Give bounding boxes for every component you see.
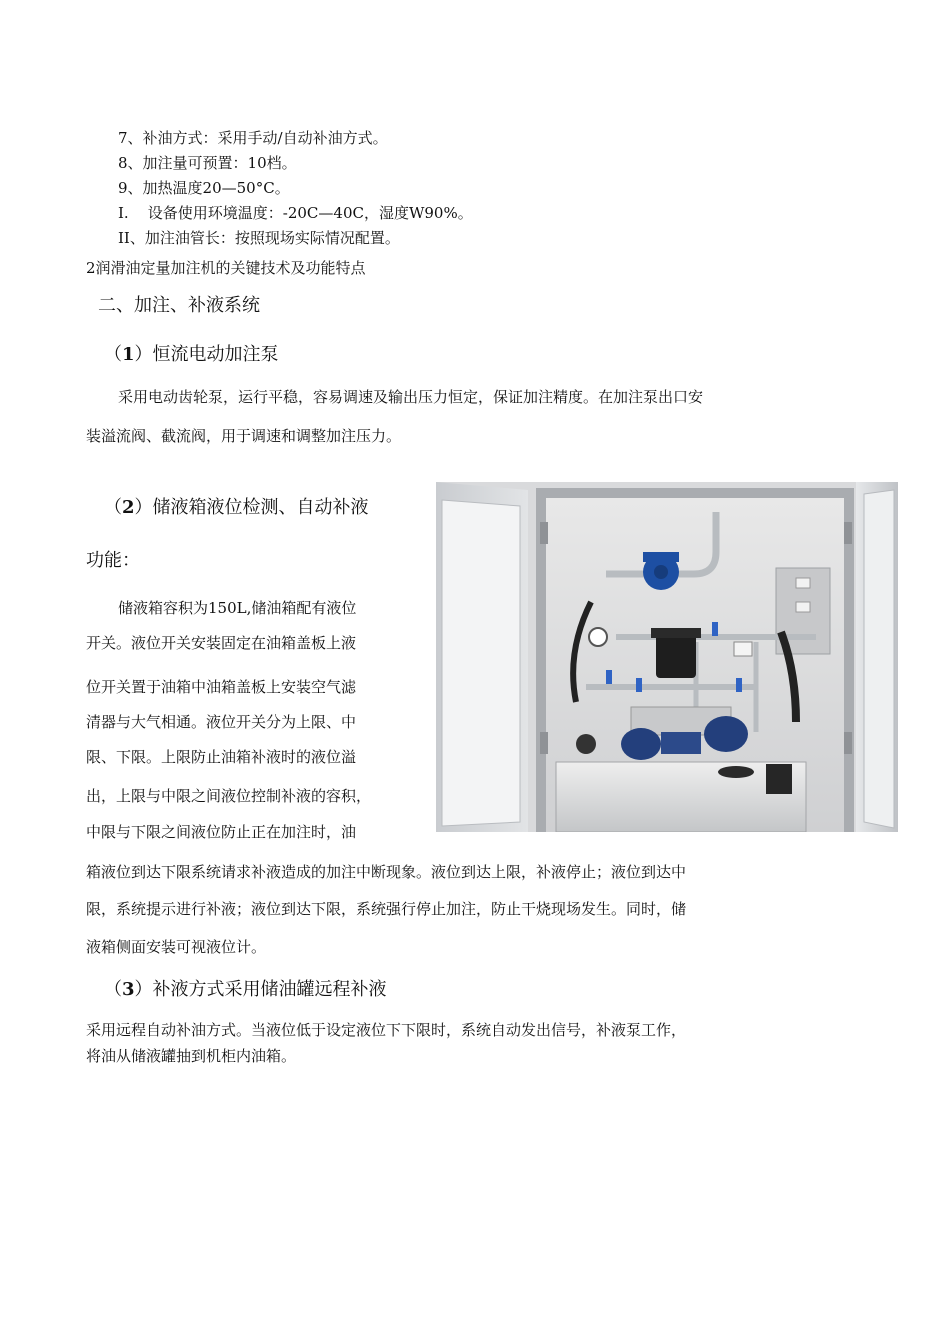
spec-item: 7、补油方式：采用手动/自动补油方式。 <box>118 129 388 147</box>
paragraph-line: 限，系统提示进行补液；液位到达下限，系统强行停止加注，防止干烧现场发生。同时，储 <box>86 900 687 918</box>
paragraph-line: 储液箱容积为150L,储油箱配有液位 <box>118 599 357 617</box>
paragraph-line: 采用远程自动补油方式。当液位低于设定液位下下限时，系统自动发出信号，补液泵工作， <box>86 1021 687 1039</box>
paragraph-line: 限、下限。上限防止油箱补液时的液位溢 <box>86 748 357 766</box>
paragraph-line: 开关。液位开关安装固定在油箱盖板上液 <box>86 634 357 652</box>
paragraph-line: 箱液位到达下限系统请求补液造成的加注中断现象。液位到达上限，补液停止；液位到达中 <box>86 863 687 881</box>
paragraph-line: 清器与大气相通。液位开关分为上限、中 <box>86 713 357 731</box>
section-title: 2润滑油定量加注机的关键技术及功能特点 <box>86 259 366 277</box>
subsection-heading-2: （2）储液箱液位检测、自动补液 <box>104 497 369 518</box>
subsection-number: 2 <box>122 497 135 518</box>
paragraph-line: 采用电动齿轮泵，运行平稳，容易调速及输出压力恒定，保证加注精度。在加注泵出口安 <box>118 388 704 406</box>
paragraph-line: 将油从储液罐抽到机柜内油箱。 <box>86 1047 297 1065</box>
subsection-title: 恒流电动加注泵 <box>152 344 279 365</box>
spec-item: I. 设备使用环境温度：-20C—40C，湿度W90%。 <box>118 204 473 222</box>
spec-item: 8、加注量可预置：10档。 <box>118 154 297 172</box>
subsection-title-cont: 功能： <box>86 550 140 571</box>
cabinet-photo <box>436 482 898 832</box>
spec-item: 9、加热温度20—50°C。 <box>118 179 290 197</box>
paragraph-line: 位开关置于油箱中油箱盖板上安装空气滤 <box>86 678 357 696</box>
paragraph-line: 液箱侧面安装可视液位计。 <box>86 938 267 956</box>
subsection-title: 补液方式采用储油罐远程补液 <box>152 979 387 1000</box>
subsection-number: 3 <box>122 979 135 1000</box>
subsection-title: 储液箱液位检测、自动补液 <box>152 497 369 518</box>
subsection-number: 1 <box>122 344 135 365</box>
spec-item: II、加注油管长：按照现场实际情况配置。 <box>118 229 400 247</box>
subsection-heading-1: （1）恒流电动加注泵 <box>104 344 279 365</box>
subsection-heading-3: （3）补液方式采用储油罐远程补液 <box>104 979 387 1000</box>
paragraph-line: 装溢流阀、截流阀，用于调速和调整加注压力。 <box>86 427 402 445</box>
paragraph-line: 中限与下限之间液位防止正在加注时，油 <box>86 823 357 841</box>
paragraph-line: 出，上限与中限之间液位控制补液的容积， <box>86 787 372 805</box>
system-title: 二、加注、补液系统 <box>98 295 260 316</box>
